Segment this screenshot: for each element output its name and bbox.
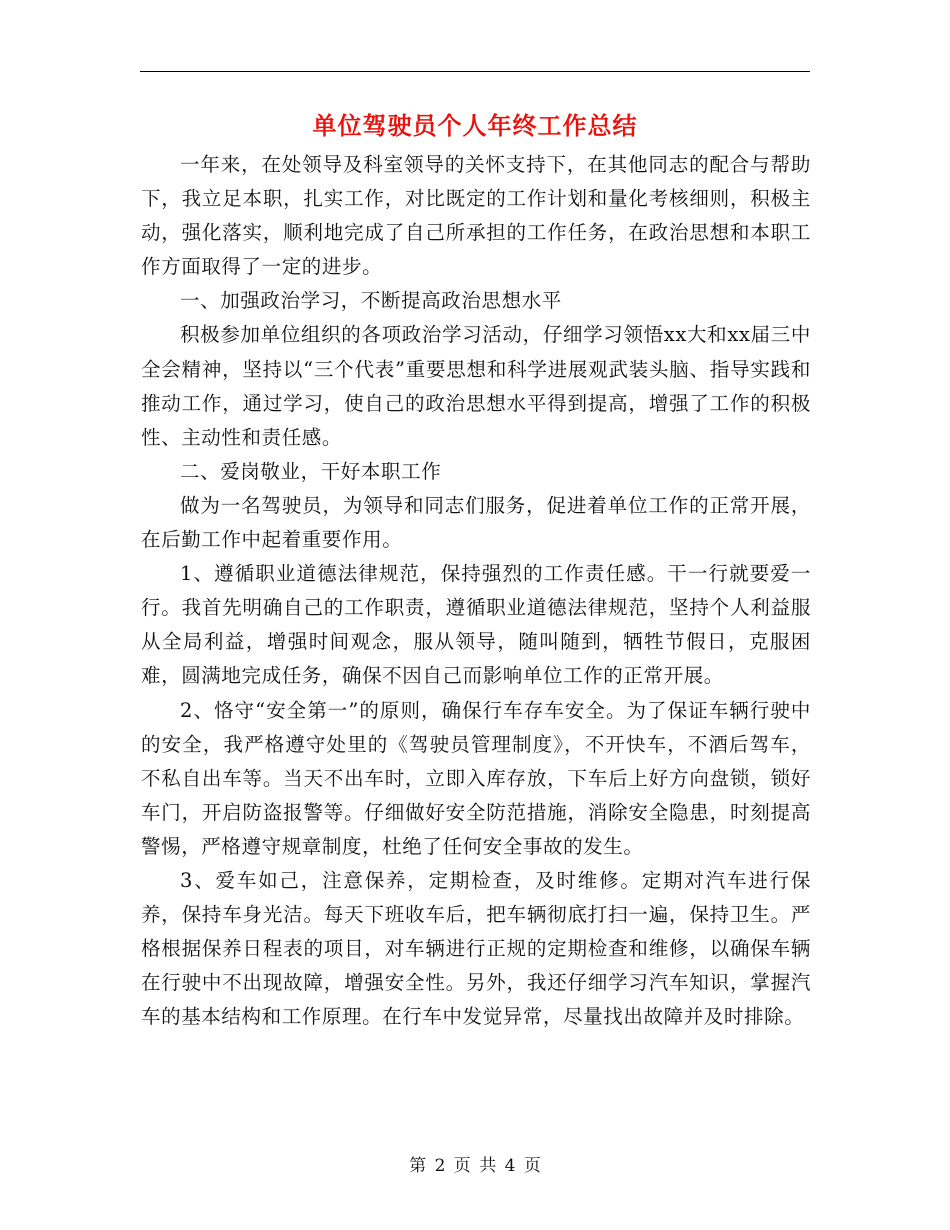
paragraph-political-study: 积极参加单位组织的各项政治学习活动，仔细学习领悟xx大和xx届三中全会精神，坚持以“三个代表”重要思想和科学进展观武装头脑、指导实践和推动工作，通过学习，使自己的政治思想水平得到提高，增强了工作的积极性、主动性和责任感。 <box>141 323 811 449</box>
document-title: 单位驾驶员个人年终工作总结 <box>312 111 638 140</box>
paragraph-item-3: 3、爱车如己，注意保养，定期检查，及时维修。定期对汽车进行保养，保持车身光洁。每天下班收车后，把车辆彻底打扫一遍，保持卫生。严格根据保养日程表的项目，对车辆进行正规的定期检查和维修，以确保车辆在行驶中不出现故障，增强安全性。另外，我还仔细学习汽车知识，掌握汽车的基本结构和工作原理。在行车中发觉异常，尽量找出故障并及时排除。 <box>141 868 811 1029</box>
page-number-footer: 第 2 页 共 4 页 <box>409 1156 541 1176</box>
paragraph-driver-role: 做为一名驾驶员，为领导和同志们服务，促进着单位工作的正常开展，在后勤工作中起着重要作用。 <box>141 493 811 552</box>
section-heading-2: 二、爱岗敬业，干好本职工作 <box>180 459 442 483</box>
paragraph-item-2: 2、恪守“安全第一”的原则，确保行车存车安全。为了保证车辆行驶中的安全，我严格遵守处里的《驾驶员管理制度》，不开快车，不酒后驾车，不私自出车等。当天不出车时，立即入库存放，下车后上好方向盘锁，锁好车门，开启防盗报警等。仔细做好安全防范措施，消除安全隐患，时刻提高警惕，严格遵守规章制度，杜绝了任何安全事故的发生。 <box>141 698 811 858</box>
section-heading-1: 一、加强政治学习，不断提高政治思想水平 <box>180 289 562 313</box>
paragraph-item-1: 1、遵循职业道德法律规范，保持强烈的工作责任感。干一行就要爱一行。我首先明确自己的工作职责，遵循职业道德法律规范，坚持个人利益服从全局利益，增强时间观念，服从领导，随叫随到，牺牲节假日，克服困难，圆满地完成任务，确保不因自己而影响单位工作的正常开展。 <box>141 562 811 688</box>
header-rule <box>140 71 810 72</box>
document-body <box>141 148 811 1034</box>
paragraph-intro: 一年来，在处领导及科室领导的关怀支持下，在其他同志的配合与帮助下，我立足本职，扎实工作，对比既定的工作计划和量化考核细则，积极主动，强化落实，顺利地完成了自己所承担的工作任务，在政治思想和本职工作方面取得了一定的进步。 <box>141 153 811 279</box>
